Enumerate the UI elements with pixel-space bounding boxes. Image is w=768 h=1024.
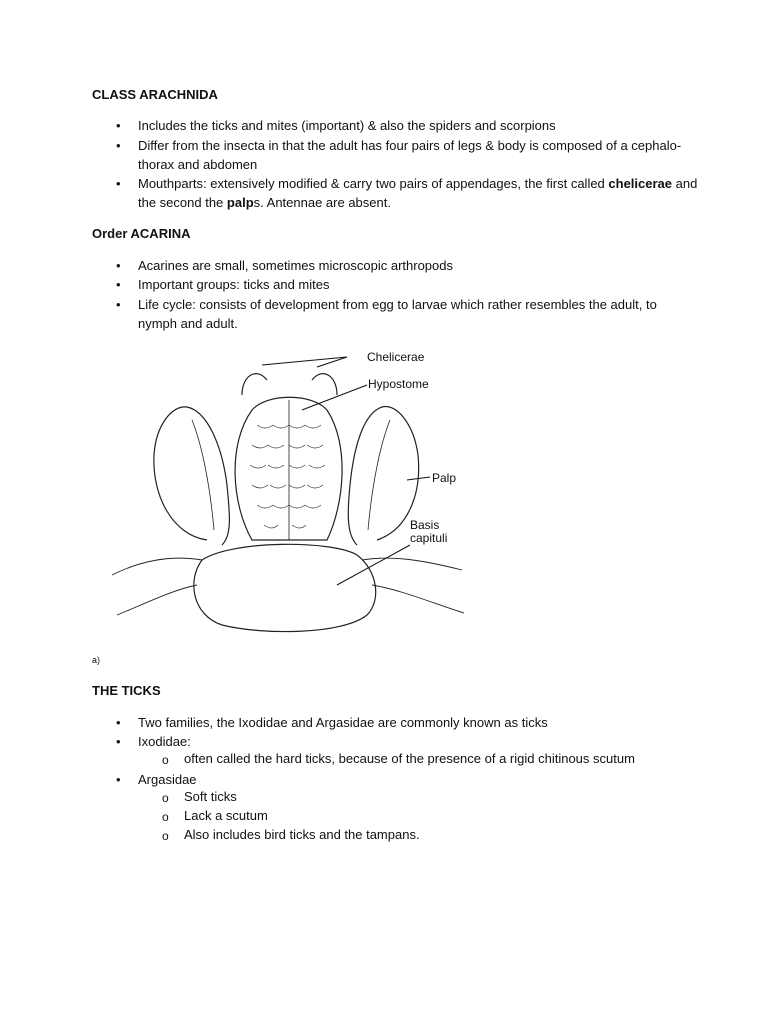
list-item-mouthparts [138,174,698,212]
sub-bullet-marker: o [162,753,169,767]
sub-bullet-marker: o [162,791,169,805]
tick-mouthparts-figure [92,345,492,665]
list-item: Two families, the Ixodidae and Argasidae are commonly known as ticks [138,715,548,730]
list-item: Includes the ticks and mites (important) & also the spiders and scorpions [138,118,556,133]
bullet-marker: • [116,715,121,730]
heading-the-ticks: THE TICKS [92,683,161,698]
bullet-marker: • [116,277,121,292]
sub-bullet-marker: o [162,810,169,824]
sub-list-item: Lack a scutum [184,808,268,823]
bullet-marker: • [116,297,121,312]
label-chelicerae: Chelicerae [367,350,425,364]
figure-caption: a) [92,655,101,665]
bullet-marker: • [116,734,121,749]
heading-class-arachnida: CLASS ARACHNIDA [92,87,218,102]
label-palp: Palp [432,471,457,485]
list-item: Life cycle: consists of development from egg to larvae which rather resembles the adult, to nymph and adult. [138,297,657,331]
bullet-marker: • [116,138,121,153]
list-item: Argasidae [138,772,197,787]
list-item: Ixodidae: [138,734,191,749]
text-run: Mouthparts: extensively modified & carry two pairs of appendages, the first called [138,176,609,191]
term-chelicerae: chelicerae [608,176,673,191]
sub-list-item: often called the hard ticks, because of the presence of a rigid chitinous scutum [184,751,635,766]
term-palp: palp [226,195,254,210]
chelicerae-shape [242,374,337,395]
list-item: Acarines are small, sometimes microscopic arthropods [138,258,453,273]
basis-capituli-shape [194,544,376,631]
bullet-marker: • [116,176,121,191]
text-run: s. Antennae are absent. [253,195,391,210]
hypostome-shape [235,397,342,540]
right-palp-shape [348,407,418,545]
label-capituli: capituli [410,531,448,545]
sub-bullet-marker: o [162,829,169,843]
label-hypostome: Hypostome [368,377,429,391]
text-run: and the second the [138,176,698,210]
list-item: Differ from the insecta in that the adult has four pairs of legs & body is composed of a cephalo-thorax and abdomen [138,138,682,172]
list-item: Important groups: ticks and mites [138,277,330,292]
sub-list-item: Also includes bird ticks and the tampans. [184,827,420,842]
bullet-marker: • [116,258,121,273]
heading-order-acarina: Order ACARINA [92,226,191,241]
left-palp-shape [154,407,230,545]
bullet-marker: • [116,118,121,133]
bullet-marker: • [116,772,121,787]
sub-list-item: Soft ticks [184,789,237,804]
label-basis: Basis [410,518,440,532]
